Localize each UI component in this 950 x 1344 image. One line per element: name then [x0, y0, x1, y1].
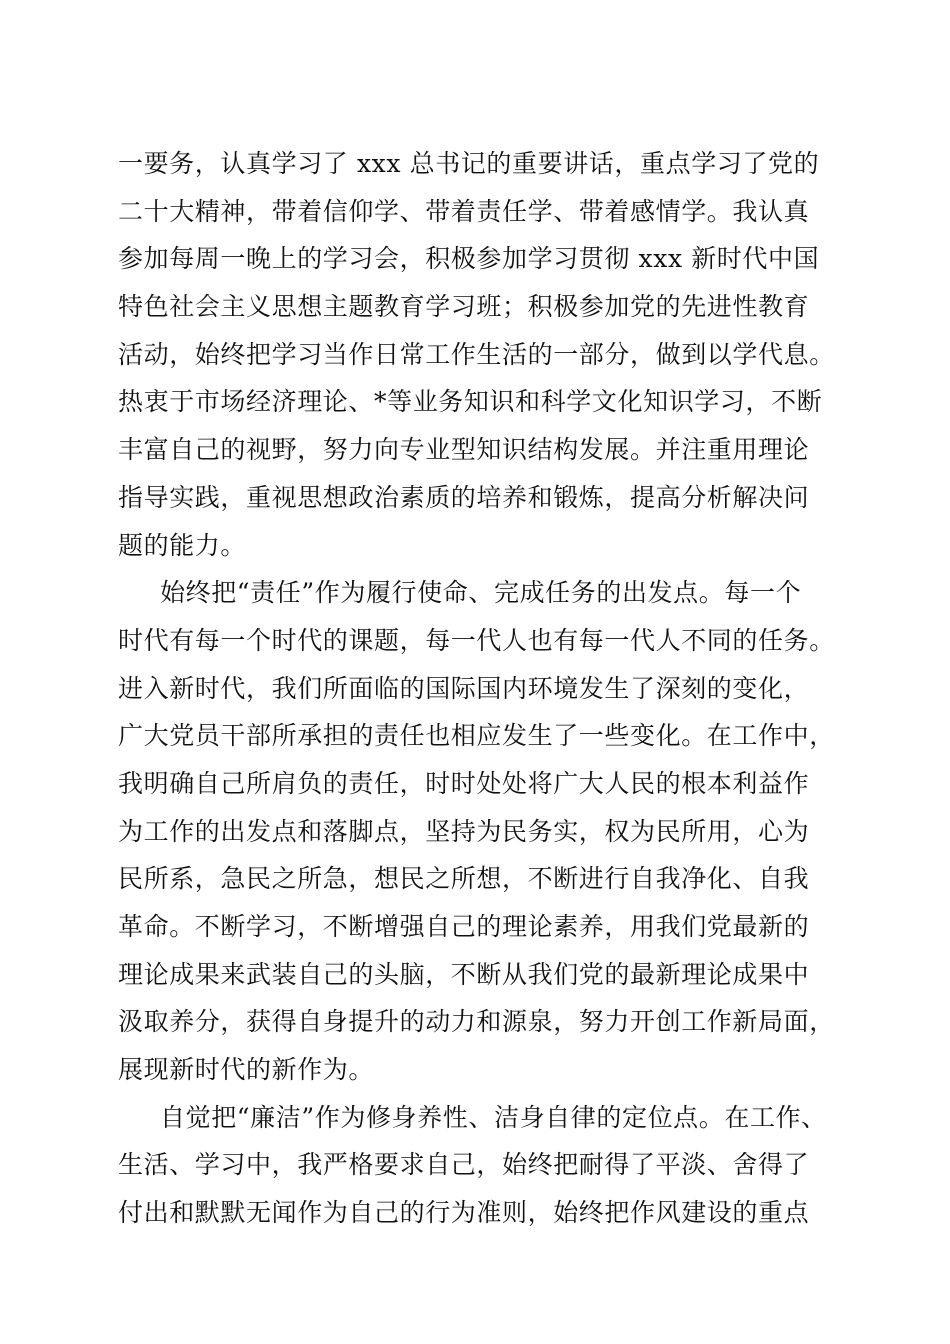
text-line: 时代有每一个时代的课题，每一代人也有每一代人不同的任务。 — [118, 625, 835, 655]
text-line: 一要务，认真学习了 xxx 总书记的重要讲话，重点学习了党的 — [118, 149, 820, 178]
text-line: 广大党员干部所承担的责任也相应发生了一些变化。在工作中， — [118, 721, 835, 751]
text-line: 理论成果来武装自己的头脑，不断从我们党的最新理论成果中 — [118, 959, 810, 989]
text-line: 自觉把“廉洁”作为修身养性、洁身自律的定位点。在工作、 — [160, 1102, 827, 1132]
text-line: 我明确自己所肩负的责任，时时处处将广大人民的根本利益作 — [118, 768, 810, 798]
text-line: 展现新时代的新作为。 — [118, 1055, 375, 1085]
text-line: 为工作的出发点和落脚点，坚持为民务实，权为民所用，心为 — [118, 816, 810, 846]
text-line: 始终把“责任”作为履行使命、完成任务的出发点。每一个 — [160, 578, 802, 608]
text-line: 生活、学习中，我严格要求自己，始终把耐得了平淡、舍得了 — [118, 1150, 810, 1180]
text-line: 参加每周一晚上的学习会，积极参加学习贯彻 xxx 新时代中国 — [118, 244, 820, 274]
document-body — [118, 140, 858, 1237]
text-line: 丰富自己的视野，努力向专业型知识结构发展。并注重用理论 — [118, 435, 810, 465]
text-line: 活动，始终把学习当作日常工作生活的一部分，做到以学代息。 — [118, 339, 835, 369]
text-line: 热衷于市场经济理论、*等业务知识和科学文化知识学习，不断 — [118, 387, 823, 417]
paragraph-responsibility — [118, 569, 858, 1094]
paragraph-study — [118, 140, 858, 569]
text-line: 付出和默默无闻作为自己的行为准则，始终把作风建设的重点 — [118, 1198, 810, 1228]
text-line: 进入新时代，我们所面临的国际国内环境发生了深刻的变化， — [118, 673, 810, 703]
text-line: 二十大精神，带着信仰学、带着责任学、带着感情学。我认真 — [118, 196, 810, 226]
text-line: 题的能力。 — [118, 530, 247, 560]
text-line: 革命。不断学习，不断增强自己的理论素养，用我们党最新的 — [118, 912, 810, 941]
paragraph-integrity — [118, 1094, 858, 1237]
text-line: 特色社会主义思想主题教育学习班；积极参加党的先进性教育 — [118, 292, 810, 322]
text-line: 民所系，急民之所急，想民之所想，不断进行自我净化、自我 — [118, 864, 810, 894]
text-line: 汲取养分，获得自身提升的动力和源泉，努力开创工作新局面， — [118, 1007, 835, 1037]
text-line: 指导实践，重视思想政治素质的培养和锻炼，提高分析解决问 — [118, 482, 810, 512]
